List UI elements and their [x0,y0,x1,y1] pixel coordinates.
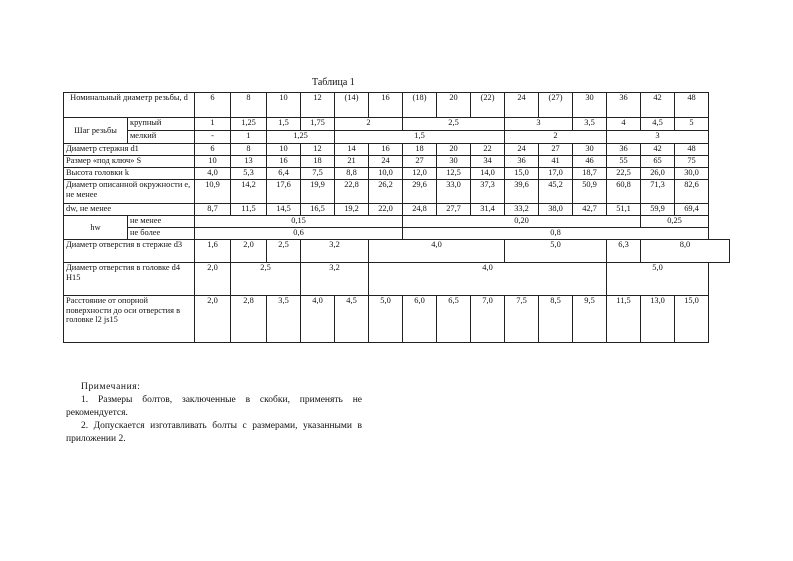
size-cell: 42 [641,93,675,118]
pitch-coarse-cell: 1,5 [267,118,301,131]
d1-cell: 8 [231,144,267,156]
d3-cell: 2,5 [267,240,301,263]
l2-cell: 15,0 [675,296,709,343]
k-cell: 7,5 [301,168,335,180]
l2-cell: 3,5 [267,296,301,343]
s-cell: 41 [539,156,573,168]
label-k: Высота головки k [64,168,195,180]
d4-cell: 5,0 [607,263,709,296]
d3-cell: 3,2 [301,240,369,263]
hw-min-cell: 0,15 [195,216,403,228]
size-cell: 20 [437,93,471,118]
e-cell: 33,0 [437,180,471,204]
e-cell: 39,6 [505,180,539,204]
row-d1 [64,144,730,156]
label-dw: dw, не менее [64,204,195,216]
e-cell: 50,9 [573,180,607,204]
label-s: Размер «под ключ» S [64,156,195,168]
d1-cell: 12 [301,144,335,156]
size-cell: 10 [267,93,301,118]
dw-cell: 42,7 [573,204,607,216]
size-cell: 16 [369,93,403,118]
k-cell: 17,0 [539,168,573,180]
label-hw-min: не менее [128,216,195,228]
s-cell: 13 [231,156,267,168]
d1-cell: 10 [267,144,301,156]
dw-cell: 14,5 [267,204,301,216]
pitch-coarse-cell: 2,5 [403,118,505,131]
k-cell: 12,0 [403,168,437,180]
pitch-fine-cell: 1 [231,131,267,144]
e-cell: 37,3 [471,180,505,204]
d3-cell: 6,3 [607,240,641,263]
size-cell: (14) [335,93,369,118]
size-cell: 6 [195,93,231,118]
d3-cell: 8,0 [641,240,730,263]
e-cell: 82,6 [675,180,709,204]
s-cell: 55 [607,156,641,168]
pitch-coarse-cell: 1,75 [301,118,335,131]
dw-cell: 51,1 [607,204,641,216]
dw-cell: 24,8 [403,204,437,216]
e-cell: 71,3 [641,180,675,204]
k-cell: 6,4 [267,168,301,180]
d1-cell: 20 [437,144,471,156]
row-s [64,156,730,168]
l2-cell: 2,0 [195,296,231,343]
d3-cell: 5,0 [505,240,607,263]
label-hw-max: не более [128,228,195,240]
label-pitch-coarse: крупный [128,118,195,131]
s-cell: 46 [573,156,607,168]
dw-cell: 8,7 [195,204,231,216]
label-nominal-diameter: Номинальный диаметр резьбы, d [64,93,195,118]
size-cell: 30 [573,93,607,118]
l2-cell: 8,5 [539,296,573,343]
k-cell: 10,0 [369,168,403,180]
d1-cell: 36 [607,144,641,156]
size-cell: (27) [539,93,573,118]
row-hw-max [64,228,730,240]
row-k [64,168,730,180]
pitch-coarse-cell: 3,5 [573,118,607,131]
e-cell: 14,2 [231,180,267,204]
s-cell: 30 [437,156,471,168]
k-cell: 5,3 [231,168,267,180]
d4-cell: 3,2 [301,263,369,296]
pitch-coarse-cell: 4 [607,118,641,131]
notes-heading: Примечания: [81,382,141,392]
pitch-fine-cell: 1,5 [335,131,505,144]
l2-cell: 5,0 [369,296,403,343]
s-cell: 36 [505,156,539,168]
l2-cell: 6,0 [403,296,437,343]
label-d4: Диаметр отверстия в головке d4 H15 [64,263,195,296]
hw-min-cell: 0,20 [403,216,641,228]
l2-cell: 7,0 [471,296,505,343]
l2-cell: 7,5 [505,296,539,343]
label-l2: Расстояние от опорной поверхности до оси отверстия в головке l2 js15 [64,296,195,343]
label-pitch-fine: мелкий [128,131,195,144]
size-cell: 12 [301,93,335,118]
k-cell: 12,5 [437,168,471,180]
row-pitch-coarse [64,118,730,131]
pitch-coarse-cell: 1,25 [231,118,267,131]
dw-cell: 22,0 [369,204,403,216]
row-e [64,180,730,204]
s-cell: 34 [471,156,505,168]
dw-cell: 33,2 [505,204,539,216]
s-cell: 18 [301,156,335,168]
k-cell: 26,0 [641,168,675,180]
dw-cell: 38,0 [539,204,573,216]
l2-cell: 11,5 [607,296,641,343]
s-cell: 24 [369,156,403,168]
label-d1: Диаметр стержня d1 [64,144,195,156]
row-hw-min [64,216,730,228]
s-cell: 10 [195,156,231,168]
e-cell: 29,6 [403,180,437,204]
s-cell: 65 [641,156,675,168]
pitch-coarse-cell: 1 [195,118,231,131]
k-cell: 4,0 [195,168,231,180]
l2-cell: 4,5 [335,296,369,343]
size-cell: (18) [403,93,437,118]
pitch-fine-cell: 3 [607,131,709,144]
s-cell: 27 [403,156,437,168]
d1-cell: 42 [641,144,675,156]
pitch-coarse-cell: 3 [505,118,573,131]
label-hw: hw [64,216,128,240]
size-cell: 36 [607,93,641,118]
d3-cell: 1,6 [195,240,231,263]
label-e: Диаметр описанной окружности e, не менее [64,180,195,204]
e-cell: 45,2 [539,180,573,204]
notes-block [66,381,362,446]
pitch-coarse-cell: 4,5 [641,118,675,131]
hw-max-cell: 0,8 [403,228,709,240]
note-1: 1. Размеры болтов, заключенные в скобки, применять не рекомендуется. [66,395,362,418]
dw-cell: 19,2 [335,204,369,216]
dw-cell: 16,5 [301,204,335,216]
row-pitch-fine [64,131,730,144]
s-cell: 16 [267,156,301,168]
pitch-fine-cell: 1,25 [267,131,335,144]
k-cell: 15,0 [505,168,539,180]
size-cell: 48 [675,93,709,118]
e-cell: 19,9 [301,180,335,204]
row-dw [64,204,730,216]
k-cell: 22,5 [607,168,641,180]
k-cell: 18,7 [573,168,607,180]
size-cell: (22) [471,93,505,118]
d1-cell: 6 [195,144,231,156]
hw-min-cell: 0,25 [641,216,709,228]
l2-cell: 2,8 [231,296,267,343]
e-cell: 60,8 [607,180,641,204]
l2-cell: 6,5 [437,296,471,343]
d1-cell: 24 [505,144,539,156]
bolt-dimensions-table [63,92,730,343]
hw-max-cell: 0,6 [195,228,403,240]
e-cell: 17,6 [267,180,301,204]
label-pitch: Шаг резьбы [64,118,128,144]
size-cell: 8 [231,93,267,118]
s-cell: 75 [675,156,709,168]
d1-cell: 14 [335,144,369,156]
e-cell: 10,9 [195,180,231,204]
k-cell: 14,0 [471,168,505,180]
size-cell: 24 [505,93,539,118]
d4-cell: 2,0 [195,263,231,296]
table-caption: Таблица 1 [312,77,355,88]
l2-cell: 4,0 [301,296,335,343]
pitch-fine-cell: - [195,131,231,144]
d4-cell: 2,5 [231,263,301,296]
l2-cell: 13,0 [641,296,675,343]
e-cell: 22,8 [335,180,369,204]
row-nominal-diameter [64,93,730,118]
dw-cell: 27,7 [437,204,471,216]
d1-cell: 27 [539,144,573,156]
pitch-coarse-cell: 2 [335,118,403,131]
d3-cell: 4,0 [369,240,505,263]
row-d4 [64,263,730,296]
dw-cell: 69,4 [675,204,709,216]
row-l2 [64,296,730,343]
dw-cell: 11,5 [231,204,267,216]
d1-cell: 30 [573,144,607,156]
note-2: 2. Допускается изготавливать болты с размерами, указанными в приложении 2. [66,421,362,444]
d3-cell: 2,0 [231,240,267,263]
dw-cell: 59,9 [641,204,675,216]
pitch-fine-cell: 2 [505,131,607,144]
s-cell: 21 [335,156,369,168]
k-cell: 30,0 [675,168,709,180]
l2-cell: 9,5 [573,296,607,343]
dw-cell: 31,4 [471,204,505,216]
e-cell: 26,2 [369,180,403,204]
pitch-coarse-cell: 5 [675,118,709,131]
d4-cell: 4,0 [369,263,607,296]
d1-cell: 22 [471,144,505,156]
d1-cell: 18 [403,144,437,156]
label-d3: Диаметр отверстия в стержне d3 [64,240,195,263]
k-cell: 8,8 [335,168,369,180]
d1-cell: 48 [675,144,709,156]
row-d3 [64,240,730,263]
d1-cell: 16 [369,144,403,156]
